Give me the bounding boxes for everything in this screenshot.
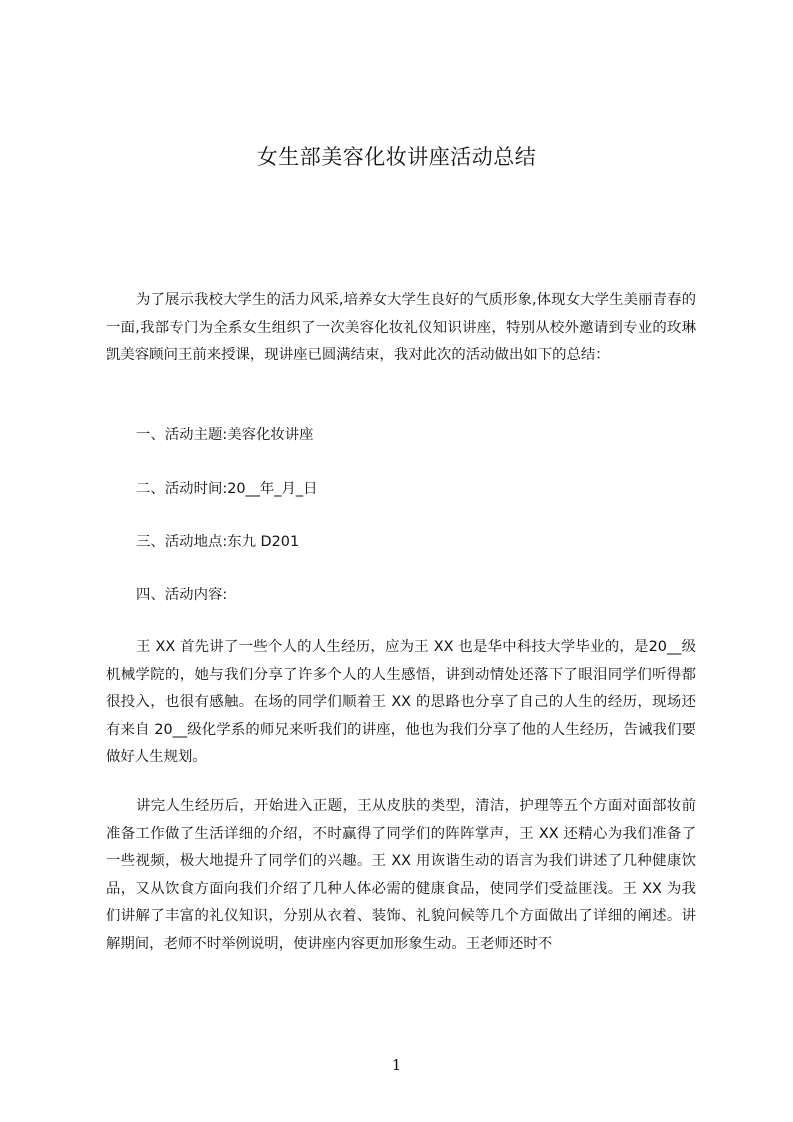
activity-theme-item: 一、活动主题:美容化妆讲座 [136, 427, 314, 443]
activity-location-item: 三、活动地点:东九 D201 [136, 534, 300, 550]
activity-time-item: 二、活动时间:20__年_月_日 [136, 481, 318, 497]
page-title: 女生部美容化妆讲座活动总结 [256, 145, 537, 169]
page-number: 1 [391, 1056, 402, 1074]
intro-paragraph: 为了展示我校大学生的活力风采,培养女大学生良好的气质形象,体现女大学生美丽青春的一面,我部专门为全系女生组织了一次美容化妆礼仪知识讲座，特别从校外邀请到专业的玫琳凯美容顾问王前来授课，现讲座已圆满结束，我对此次的活动做出如下的总结： [106, 292, 696, 363]
content-paragraph-1: 王 XX 首先讲了一些个人的人生经历，应为王 XX 也是华中科技大学毕业的，是20__级机械学院的，她与我们分享了许多个人的人生感悟，讲到动情处还落下了眼泪同学们听得都很投入，也很有感触。在场的同学们顺着王 XX 的思路也分享了自己的人生的经历，现场还有来自 20__级化学系的师兄来听我们的讲座，他也为我们分享了他的人生经历，告诫我们要做好人生规划。 [106, 639, 696, 765]
content-paragraph-2: 讲完人生经历后，开始进入正题，王从皮肤的类型，清洁，护理等五个方面对面部妆前准备工作做了生活详细的介绍，不时赢得了同学们的阵阵掌声，王 XX 还精心为我们准备了一些视频，极大地提升了同学们的兴趣。王 XX 用诙谐生动的语言为我们讲述了几种健康饮品，又从饮食方面向我们介绍了几种人体必需的健康食品，使同学们受益匪浅。王 XX 为我们讲解了丰富的礼仪知识，分别从衣着、装饰、礼貌问候等几个方面做出了详细的阐述。讲解期间，老师不时举例说明，使讲座内容更加形象生动。王老师还时不 [106, 798, 696, 952]
activity-content-heading: 四、活动内容: [136, 587, 228, 603]
